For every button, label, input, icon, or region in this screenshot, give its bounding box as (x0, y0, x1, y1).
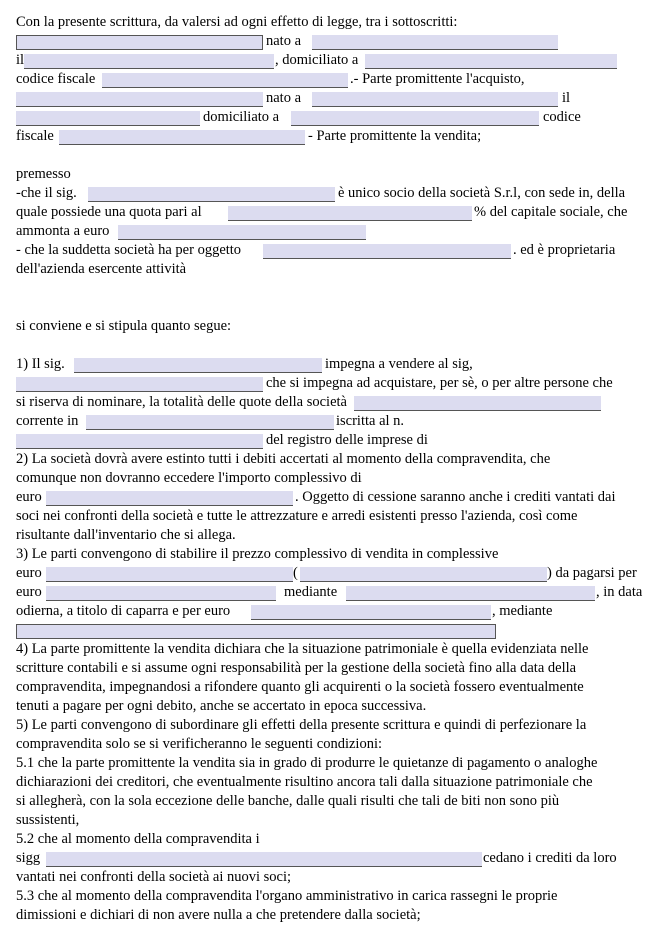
name-field[interactable] (16, 35, 263, 50)
business-purpose-field[interactable] (263, 244, 511, 259)
tax-code-field-2[interactable] (59, 130, 305, 145)
partner-name-field[interactable] (88, 187, 335, 202)
company-seat-field[interactable] (86, 415, 334, 430)
seller-name-field[interactable] (74, 358, 322, 373)
birthdate-field-2[interactable] (16, 111, 200, 126)
birthplace-field-2[interactable] (312, 92, 558, 107)
price-digits-field[interactable] (46, 567, 293, 582)
share-percent-field[interactable] (228, 206, 472, 221)
birthdate-field[interactable] (24, 54, 274, 69)
birthplace-field[interactable] (312, 35, 558, 50)
payment-amount-field[interactable] (46, 586, 276, 601)
capital-amount-field[interactable] (118, 225, 366, 240)
buyer-name-field[interactable] (16, 377, 263, 392)
creditors-names-field[interactable] (46, 852, 482, 867)
price-words-field[interactable] (300, 567, 547, 582)
tax-code-field[interactable] (102, 73, 348, 88)
registry-number-field[interactable] (16, 434, 263, 449)
domicile-field[interactable] (365, 54, 617, 69)
payment-method-field[interactable] (346, 586, 595, 601)
company-name-field[interactable] (354, 396, 601, 411)
max-debt-field[interactable] (46, 491, 293, 506)
deposit-method-field[interactable] (16, 624, 496, 639)
deposit-amount-field[interactable] (251, 605, 491, 620)
name-field-2[interactable] (16, 92, 263, 107)
domicile-field-2[interactable] (291, 111, 539, 126)
